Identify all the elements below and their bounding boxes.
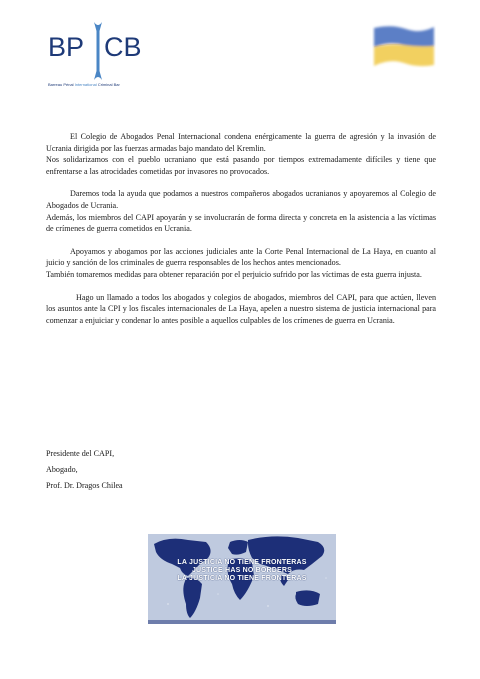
logo-i-bar-icon (92, 22, 104, 80)
logo-text-right: CB (104, 32, 142, 62)
paragraph-solidarity: Nos solidarizamos con el pueblo ucraniano que está pasando por tiempos extremadamente difíciles y tiene que enfrentarse a las atrocidades cometidas por invasores no provocados. (46, 155, 436, 176)
signature-title: Presidente del CAPI, (46, 449, 115, 458)
banner-line-3: LA JUSTICIA NO TIENE FRONTERAS (177, 575, 307, 582)
paragraph-call-to-action: Hago un llamado a todos los abogados y colegios de abogados, miembros del CAPI, para que actúen, lleven los asuntos ante la CPI y los fiscales internacionales de La Haya, apelen a nuestro sistema de justicia internacional para comenzar a enjuiciar y condenar lo antes posible a aquellos culpables de los crímenes de guerra en Ucrania. (46, 292, 436, 325)
signature-role: Abogado, (46, 465, 78, 474)
signature-block (46, 446, 346, 494)
ukraine-flag-icon (372, 22, 436, 68)
banner-line-1: LA JUSTICIA NO TIENE FRONTERAS (177, 559, 307, 566)
banner-line-2: JUSTICE HAS NO BORDERS (191, 567, 293, 574)
letter-body (46, 131, 436, 326)
paragraph-icc-actions: Apoyamos y abogamos por las acciones judiciales ante la Corte Penal Internacional de La Haya, en cuanto al juicio y sanción de los criminales de guerra responsables de los hechos antes mencionados. (46, 246, 436, 268)
logo-text-left: BP (48, 32, 85, 62)
signature-name: Prof. Dr. Dragos Chilea (46, 481, 123, 490)
logo-tagline: Barreau Pénal International Criminal Bar (48, 82, 120, 87)
paragraph-assistance: Además, los miembros del CAPI apoyarán y se involucrarán de forma directa y concreta en la asistencia a las víctimas de crímenes de guerra cometidos en Ucrania. (46, 212, 436, 234)
banner-motto (148, 559, 336, 583)
bpi-icb-logo (46, 20, 156, 90)
paragraph-support: Daremos toda la ayuda que podamos a nuestros compañeros abogados ucranianos y apoyaremos al Colegio de Abogados de Ucrania. (46, 189, 436, 210)
paragraph-condemnation: El Colegio de Abogados Penal Internacional condena enérgicamente la guerra de agresión y la invasión de Ucrania dirigida por las fuerzas armadas bajo mandato del Kremlin. (46, 132, 436, 153)
paragraph-reparation: También tomaremos medidas para obtener reparación por el perjuicio sufrido por las víctimas de esta guerra injusta. (46, 269, 422, 279)
